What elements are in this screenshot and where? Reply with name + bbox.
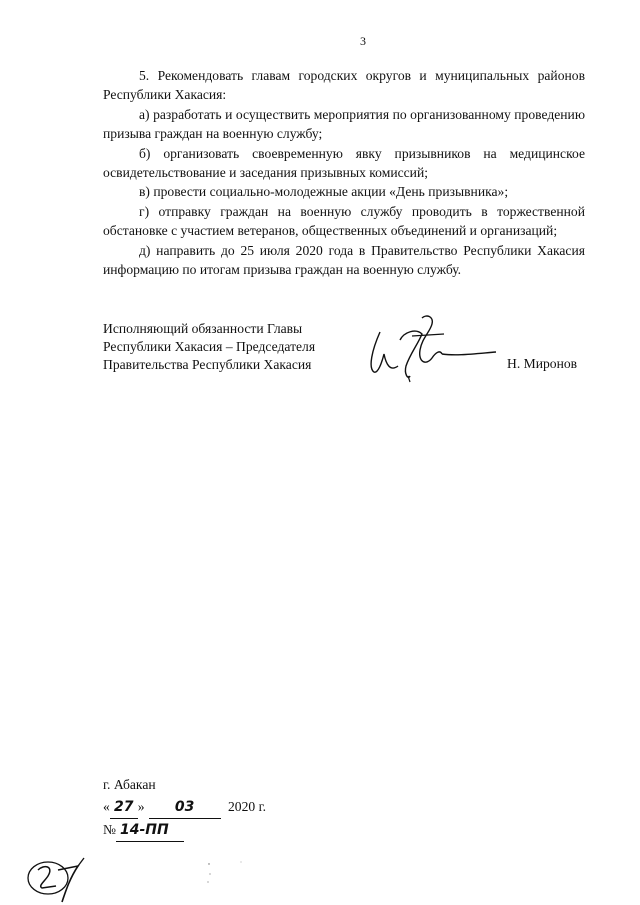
paragraph-item-b: б) организовать своевременную явку призывников на медицинское освидетельствование и заседания призывных комиссий;: [103, 145, 585, 181]
paragraph-item-d: д) направить до 25 июля 2020 года в Правительство Республики Хакасия информацию по итогам призыва граждан на военную службу.: [103, 242, 585, 278]
date-month: 03: [149, 796, 221, 819]
page-number: 3: [360, 34, 366, 48]
document-number: 14-ПП: [116, 819, 184, 842]
number-sign: №: [103, 822, 116, 837]
corner-handwritten-mark: [22, 848, 92, 905]
issuance-city: г. Абакан: [103, 777, 156, 792]
signer-name: Н. Миронов: [507, 356, 578, 371]
handwritten-signature: [360, 310, 500, 390]
recommendation-section: [103, 66, 585, 279]
position-line: Правительства Республики Хакасия: [103, 357, 312, 372]
date-day: 27: [110, 796, 138, 819]
signatory-position: [103, 320, 315, 374]
paragraph-item-5: 5. Рекомендовать главам городских округов и муниципальных районов Республики Хакасия:: [103, 68, 585, 103]
issuance-block: [103, 774, 266, 842]
paragraph-item-v: в) провести социально-молодежные акции «День призывника»;: [139, 184, 509, 200]
position-line: Республики Хакасия – Председателя: [103, 339, 316, 354]
position-line: Исполняющий обязанности Главы: [103, 321, 303, 336]
scan-specks: [205, 860, 245, 890]
date-year: 2020 г.: [228, 799, 267, 814]
issuance-number: [103, 819, 266, 842]
date-close-quote: »: [137, 799, 145, 814]
issuance-date: [103, 796, 266, 819]
date-open-quote: «: [103, 799, 110, 814]
paragraph-item-a: а) разработать и осуществить мероприятия по организованному проведению призыва граждан на военную службу;: [103, 106, 585, 142]
paragraph-item-g: г) отправку граждан на военную службу проводить в торжественной обстановке с участием ветеранов, общественных объединений и организаций;: [103, 203, 585, 239]
